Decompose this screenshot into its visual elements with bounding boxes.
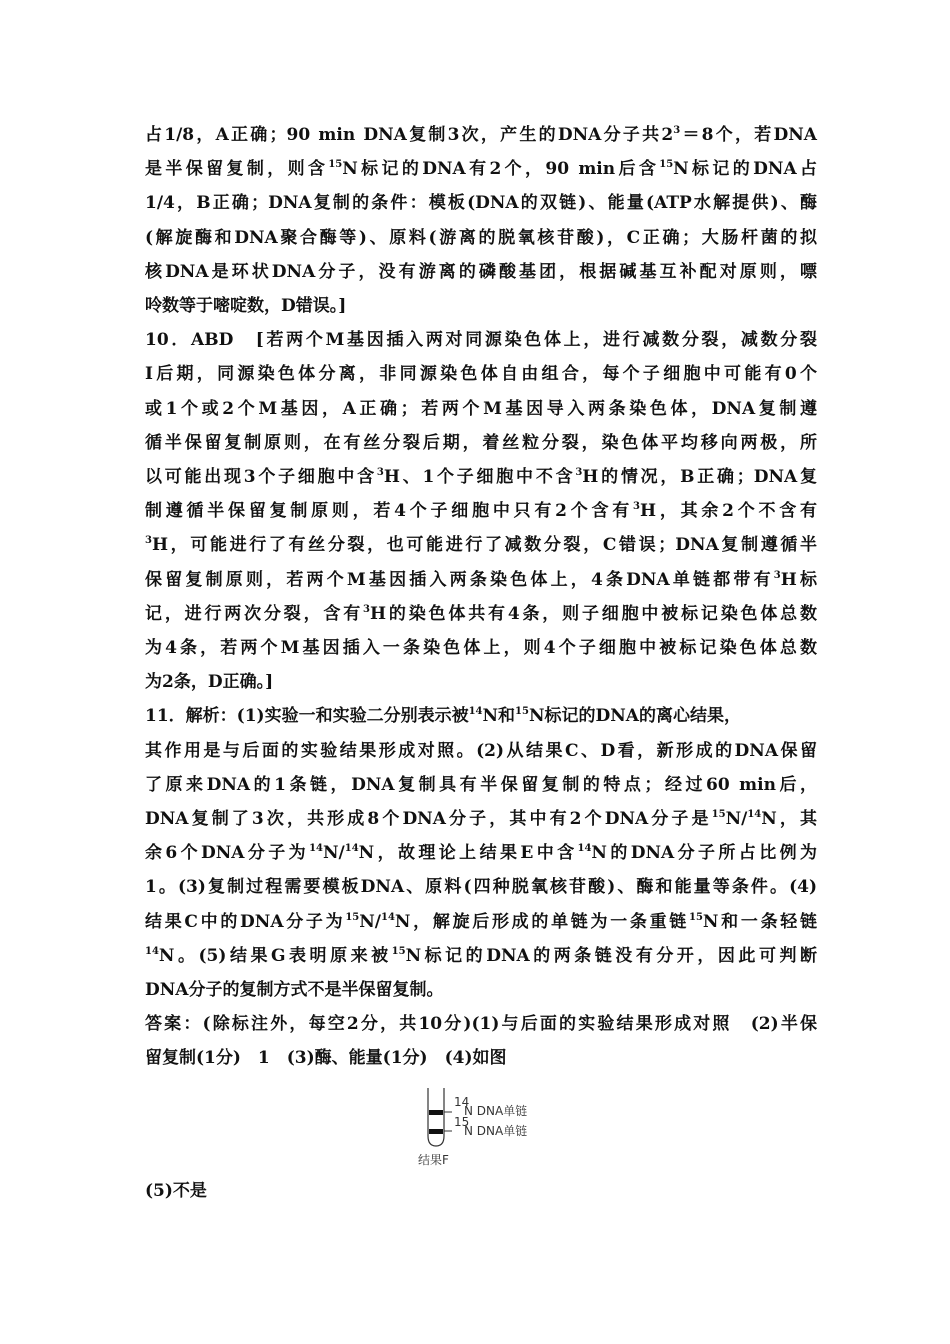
text-segment: H的情况，B正确；DNA复 bbox=[582, 467, 818, 487]
text-line bbox=[145, 1041, 817, 1075]
text-line bbox=[145, 563, 817, 597]
text-segment: H标 bbox=[780, 569, 818, 590]
text-line bbox=[145, 528, 817, 562]
text-segment: 留复制(1分) 1 (3)酶、能量(1分) (4)如图 bbox=[145, 1048, 507, 1069]
superscript: 3 bbox=[363, 603, 371, 615]
text-line bbox=[145, 152, 817, 186]
text-segment: N标记的DNA占 bbox=[673, 159, 818, 180]
text-line bbox=[145, 836, 817, 870]
text-segment: 记，进行两次分裂，含有 bbox=[145, 603, 364, 624]
text-line bbox=[145, 939, 817, 973]
superscript: 3 bbox=[673, 125, 681, 136]
text-segment: 是半保留复制，则含 bbox=[145, 159, 329, 180]
band-15n bbox=[429, 1129, 443, 1134]
superscript: 3 bbox=[145, 535, 152, 547]
text-line bbox=[145, 905, 817, 939]
text-line bbox=[145, 426, 817, 460]
text-segment: N和 bbox=[482, 706, 516, 727]
text-segment: 为2条，D正确。] bbox=[145, 672, 274, 693]
superscript: 14 bbox=[145, 945, 159, 957]
text-segment: 1。(3)复制过程需要模板DNA、原料(四种脱氧核苷酸)、酶和能量等条件。(4) bbox=[145, 877, 817, 898]
superscript: 3 bbox=[773, 569, 781, 581]
superscript: 14 bbox=[577, 843, 592, 855]
text-segment: 保留复制原则，若两个M基因插入两条染色体上，4条DNA单链都带有 bbox=[145, 569, 774, 590]
text-segment: 制遵循半保留复制原则，若4个子细胞中只有2个含有 bbox=[145, 501, 634, 522]
text-segment: ＝8个，若DNA bbox=[680, 125, 817, 145]
text-segment: 1/4，B正确；DNA复制的条件：模板(DNA的双链)、能量(ATP水解提供)、酶 bbox=[145, 193, 817, 214]
centrifuge-figure bbox=[418, 1086, 558, 1171]
text-line bbox=[145, 357, 817, 391]
superscript: 15 bbox=[711, 809, 726, 820]
text-line bbox=[145, 802, 817, 836]
text-segment: 为4条，若两个M基因插入一条染色体上，则4个子细胞中被标记染色体总数 bbox=[145, 638, 817, 658]
superscript: 14 bbox=[381, 911, 395, 923]
superscript: 3 bbox=[575, 467, 583, 478]
text-segment: N，故理论上结果E中含 bbox=[358, 843, 578, 864]
text-segment: H，其余2个不含有 bbox=[640, 501, 818, 522]
text-segment: (解旋酶和DNA聚合酶等)、原料(游离的脱氧核苷酸)，C正确；大肠杆菌的拟 bbox=[145, 227, 817, 248]
text-line bbox=[145, 768, 817, 802]
text-line bbox=[145, 289, 817, 323]
superscript: 15 bbox=[659, 159, 674, 171]
text-segment: N标记的DNA的离心结果， bbox=[528, 706, 741, 727]
text-segment: 了原来DNA的1条链，DNA复制具有半保留复制的特点；经过60 min后， bbox=[145, 774, 817, 795]
text-segment: 余6个DNA分子为 bbox=[145, 843, 310, 864]
superscript: 14 bbox=[747, 809, 762, 820]
figure-caption: 结果F bbox=[418, 1153, 449, 1167]
text-line bbox=[145, 665, 817, 699]
text-segment: N/ bbox=[725, 809, 748, 829]
text-segment: DNA复制了3次，共形成8个DNA分子，其中有2个DNA分子是 bbox=[145, 809, 712, 829]
text-line bbox=[145, 1007, 817, 1041]
text-line bbox=[145, 186, 817, 220]
text-line bbox=[145, 973, 817, 1007]
text-segment: 核DNA是环状DNA分子，没有游离的磷酸基团，根据碱基互补配对原则，嘌 bbox=[145, 261, 817, 282]
centrifuge-tube-diagram bbox=[418, 1086, 558, 1171]
text-segment: 结果C中的DNA分子为 bbox=[145, 911, 346, 932]
text-segment: N/ bbox=[322, 843, 345, 864]
superscript: 15 bbox=[328, 159, 343, 171]
text-segment: 循半保留复制原则，在有丝分裂后期，着丝粒分裂，染色体平均移向两极，所 bbox=[145, 432, 817, 453]
text-segment: 呤数等于嘧啶数，D错误。] bbox=[145, 296, 347, 316]
tube-outline bbox=[428, 1088, 444, 1146]
final-answer-line: (5)不是 bbox=[145, 1181, 207, 1201]
label-top-sup: 14 bbox=[454, 1095, 470, 1109]
label-bottom: N DNA单链 bbox=[464, 1124, 528, 1138]
text-segment: N，其 bbox=[761, 809, 817, 829]
text-segment: 11．解析：(1)实验一和实验二分别表示被 bbox=[145, 706, 469, 727]
text-segment: 以可能出现3个子细胞中含 bbox=[145, 467, 377, 487]
text-segment: 答案：(除标注外，每空2分，共10分)(1)与后面的实验结果形成对照 (2)半保 bbox=[145, 1014, 817, 1035]
text-segment: H，可能进行了有丝分裂，也可能进行了减数分裂，C错误；DNA复制遵循半 bbox=[151, 535, 817, 556]
text-segment: N标记的DNA有2个，90 min后含 bbox=[342, 159, 660, 180]
superscript: 14 bbox=[468, 706, 483, 718]
label-top: N DNA单链 bbox=[464, 1104, 528, 1118]
text-line bbox=[145, 460, 817, 494]
text-segment: N。(5)结果G表明原来被 bbox=[158, 945, 392, 966]
text-segment: 占1/8，A正确；90 min DNA复制3次，产生的DNA分子共2 bbox=[145, 125, 674, 145]
text-line bbox=[145, 255, 817, 289]
text-line bbox=[145, 494, 817, 528]
text-segment: N/ bbox=[359, 911, 381, 932]
text-line bbox=[145, 870, 817, 904]
text-line bbox=[145, 597, 817, 631]
text-line bbox=[145, 631, 817, 665]
text-segment: 其作用是与后面的实验结果形成对照。(2)从结果C、D看，新形成的DNA保留 bbox=[145, 740, 817, 761]
text-segment: N标记的DNA的两条链没有分开，因此可判断 bbox=[405, 945, 817, 966]
text-segment: Ⅰ后期，同源染色体分离，非同源染色体自由组合，每个子细胞中可能有0个 bbox=[145, 364, 817, 385]
text-segment: H的染色体共有4条，则子细胞中被标记染色体总数 bbox=[370, 603, 817, 624]
superscript: 14 bbox=[309, 843, 323, 855]
superscript: 15 bbox=[515, 706, 529, 718]
text-line bbox=[145, 392, 817, 426]
text-line bbox=[145, 734, 817, 768]
text-segment: 或1个或2个M基因，A正确；若两个M基因导入两条染色体，DNA复制遵 bbox=[145, 398, 817, 419]
superscript: 3 bbox=[376, 467, 384, 478]
label-bottom-sup: 15 bbox=[454, 1115, 470, 1129]
text-line bbox=[145, 699, 817, 733]
text-segment: 10．ABD [若两个M基因插入两对同源染色体上，进行减数分裂，减数分裂 bbox=[145, 330, 817, 351]
superscript: 15 bbox=[345, 911, 360, 923]
text-line bbox=[145, 221, 817, 255]
text-segment: DNA分子的复制方式不是半保留复制。 bbox=[145, 980, 444, 1000]
superscript: 15 bbox=[689, 911, 703, 923]
text-line bbox=[145, 118, 817, 152]
text-segment: H、1个子细胞中不含 bbox=[383, 467, 576, 487]
text-segment: N，解旋后形成的单链为一条重链 bbox=[394, 911, 689, 932]
text-segment: N的DNA分子所占比例为 bbox=[591, 843, 817, 864]
superscript: 14 bbox=[344, 843, 359, 855]
superscript: 15 bbox=[391, 945, 406, 957]
text-segment: N和一条轻链 bbox=[702, 911, 817, 932]
superscript: 3 bbox=[633, 501, 640, 513]
band-14n bbox=[429, 1110, 443, 1115]
text-line bbox=[145, 323, 817, 357]
